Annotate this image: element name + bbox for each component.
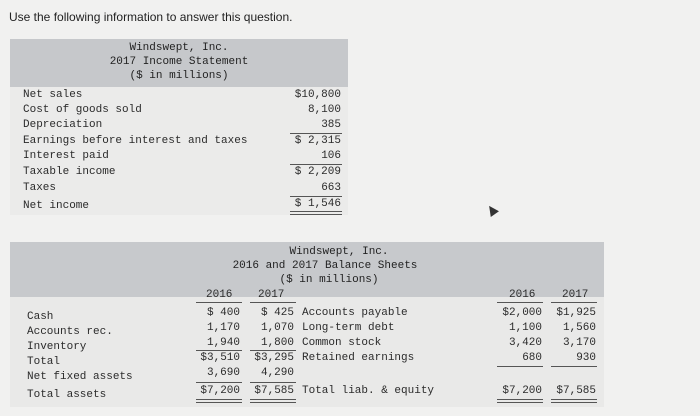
is-label-depreciation: Depreciation <box>23 119 103 131</box>
bs-year-underline <box>497 302 543 303</box>
balance-sheet-units: ($ in millions) <box>279 274 379 286</box>
bs-asset-2017-value: 1,800 <box>260 337 294 349</box>
is-label-cogs: Cost of goods sold <box>23 104 142 116</box>
is-label-ebit: Earnings before interest and taxes <box>23 135 248 147</box>
bs-liab-label: Accounts payable <box>302 307 408 319</box>
instruction-text: Use the following information to answer this question. <box>9 10 293 24</box>
bs-asset-double-underline <box>196 399 242 403</box>
is-value-net-income: $ 1,546 <box>294 198 341 210</box>
bs-asset-2016-value: $7,200 <box>200 385 240 397</box>
bs-asset-underline <box>250 382 296 383</box>
bs-liab-2016-value: 680 <box>522 352 542 364</box>
bs-liab-2017-value: 1,560 <box>562 322 596 334</box>
is-label-taxable-income: Taxable income <box>23 166 116 178</box>
income-statement-title: 2017 Income Statement <box>109 56 249 68</box>
bs-liab-year-2017: 2017 <box>562 289 589 301</box>
bs-asset-2016-value: $ 400 <box>206 307 240 319</box>
is-double-underline <box>290 211 342 215</box>
is-value-ebit: $ 2,315 <box>294 135 341 147</box>
bs-liab-label: Common stock <box>302 337 382 349</box>
is-value-cogs: 8,100 <box>307 104 341 116</box>
mouse-cursor-icon <box>485 203 499 217</box>
bs-asset-2017-value: 1,070 <box>260 322 294 334</box>
income-statement-units: ($ in millions) <box>129 70 229 82</box>
is-value-net-sales: $10,800 <box>294 89 341 101</box>
bs-asset-underline <box>250 350 296 351</box>
is-value-taxable-income: $ 2,209 <box>294 166 341 178</box>
is-underline <box>290 196 342 197</box>
bs-asset-label: Inventory <box>27 341 87 353</box>
bs-asset-label: Accounts rec. <box>27 326 113 338</box>
bs-liab-underline <box>497 366 543 367</box>
bs-asset-underline <box>196 382 242 383</box>
bs-liab-2017-value: $1,925 <box>556 307 596 319</box>
bs-asset-label: Cash <box>27 311 54 323</box>
balance-sheet-title: 2016 and 2017 Balance Sheets <box>232 260 418 272</box>
bs-liab-2017-value: 930 <box>576 352 596 364</box>
balance-sheet-company: Windswept, Inc. <box>289 246 389 258</box>
bs-asset-label: Total assets <box>27 389 107 401</box>
bs-year-underline <box>551 302 597 303</box>
bs-liab-double-underline <box>497 399 543 403</box>
is-label-net-sales: Net sales <box>23 89 83 101</box>
bs-asset-2016-value: $3,510 <box>200 352 240 364</box>
bs-liab-double-underline <box>551 399 597 403</box>
bs-asset-2017-value: $ 425 <box>260 307 294 319</box>
bs-liab-2016-value: 3,420 <box>508 337 542 349</box>
bs-asset-underline <box>196 350 242 351</box>
is-label-interest: Interest paid <box>23 150 109 162</box>
bs-liab-underline <box>551 366 597 367</box>
is-value-taxes: 663 <box>321 182 341 194</box>
is-label-taxes: Taxes <box>23 182 57 194</box>
bs-asset-2016-value: 1,170 <box>206 322 240 334</box>
is-underline <box>290 133 342 134</box>
bs-liab-2016-value: $7,200 <box>502 385 542 397</box>
bs-liab-2016-value: $2,000 <box>502 307 542 319</box>
bs-liab-2017-value: $7,585 <box>556 385 596 397</box>
bs-asset-label: Total <box>27 356 61 368</box>
bs-asset-2017-value: $7,585 <box>254 385 294 397</box>
bs-year-underline <box>196 302 242 303</box>
bs-asset-2016-value: 3,690 <box>206 367 240 379</box>
income-statement-company: Windswept, Inc. <box>129 42 229 54</box>
bs-liab-label: Retained earnings <box>302 352 415 364</box>
bs-liab-label: Total liab. & equity <box>302 385 435 397</box>
bs-liab-label: Long-term debt <box>302 322 395 334</box>
bs-liab-2016-value: 1,100 <box>508 322 542 334</box>
bs-asset-label: Net fixed assets <box>27 371 133 383</box>
income-statement-header <box>10 39 348 87</box>
bs-year-underline <box>250 302 296 303</box>
bs-asset-year-2016: 2016 <box>206 289 233 301</box>
bs-asset-2017-value: $3,295 <box>254 352 294 364</box>
bs-asset-year-2017: 2017 <box>258 289 285 301</box>
bs-asset-double-underline <box>250 399 296 403</box>
is-value-interest: 106 <box>321 150 341 162</box>
is-value-depreciation: 385 <box>321 119 341 131</box>
is-label-net-income: Net income <box>23 200 90 212</box>
bs-liab-year-2016: 2016 <box>509 289 536 301</box>
bs-asset-2017-value: 4,290 <box>260 367 294 379</box>
bs-liab-2017-value: 3,170 <box>562 337 596 349</box>
bs-asset-2016-value: 1,940 <box>206 337 240 349</box>
is-underline <box>290 164 342 165</box>
